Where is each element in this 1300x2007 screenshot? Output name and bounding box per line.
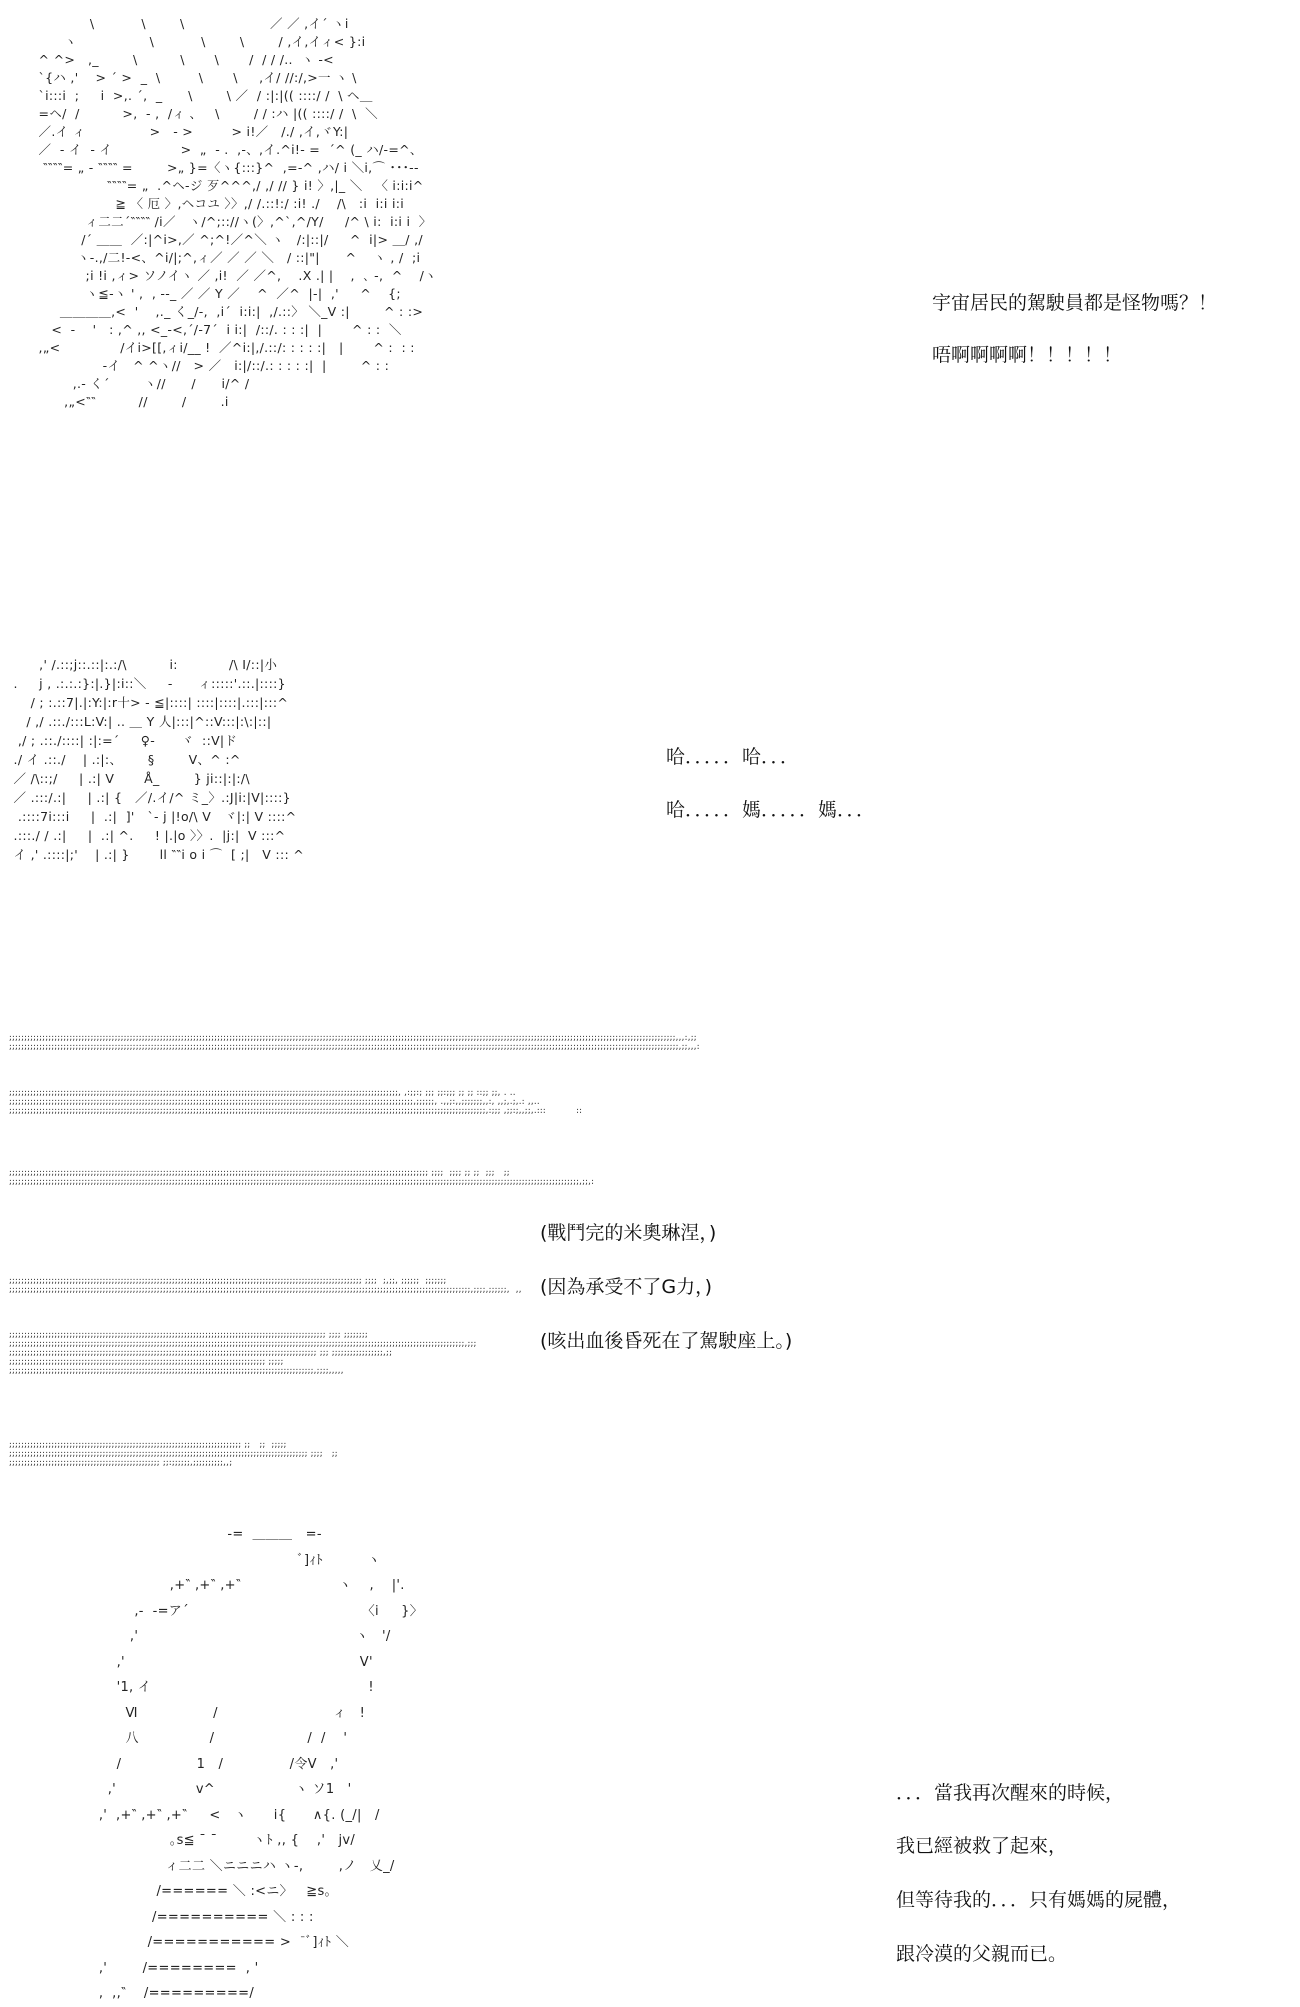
dialogue-pilots-monsters: 宇宙居民的駕駛員都是怪物嗎？！ [932, 292, 1218, 314]
fade-texture-block-6: ;;;;;;;;;;;;;;;;;;;;;;;;;;;;;;;;;;;;;;;;;;;;;;;;;;;;;;;;;;;;;;;;;;;;;;;;;;;;; ;; ;; ;;;;; ;;;;;;;;;;;;;;;;;;;;;;;;;;;;;;;;;;;;;;;;;;;;;;;;;;;;;;;;;;;;;;;;;;;;;;;;;;;;;;;;;;;;;;;;;;;;;;;;;;; ;;;; ;; ;;;;;;;;;;;;;;;;;;;;;;;;;;;;;;;;;;;;;;;;;;;;;;;;;; ;;:;;;;;;,;;;;;;;;;;,,; [8, 1440, 337, 1467]
ascii-art-mech-battle: \ \ \ ／ ／ ,イ´ ヽi ヽ \ \ \ / ,イ,イィ< }:i ^ ^> ,_ \ \ \ / / / /.. ヽ -< `{ハ ,' > ´ > _ \ \ \ ,イ/ //:/,>一 ヽ \ `i:::i ; i >,. ´, _ \ \ ／ / :|:|(( ::::/ / \ ヘ＿ =ヘ/ / >, - , /ィ 、 \ / / :ハ |(( ::::/ / \ ＼ ／.イ ィ > - > > i!／ /./ ,イ,ヾY:| ／ - イ - イ > „ - . ,-、,イ.^i!- = ´^ (_ ハ/-=^、 ‶‶‶‶= „ - ‶‶‶‶ = >„ }=〈ヽ{:::}^ ,=-^ ,ハ/ i ＼i,⌒ ･･･-‐ ‶‶‶‶= „ .^ヘ-ジ 歹^^^,/ ,/ // } i! 〉,|_ ＼ 〈 i:i:i^ ≧ 〈 厄 〉,ヘコユ 〉〉,/ /.::!:/ :i! ./ /\ :i i:i i:i ィ二二´‶‶‶‶ /i／ ヽ/^;:://ヽ(〉,^`,^/Y/ /^ \ i: i:i i 〉 /´ ＿＿ ／:|^i>,／ ^;^!／^＼ ヽ /:|::|/ ^ i|> ＿/ ,/ ヽ-.,/二!-<、^i/|;^,ィ／ ／ ／ ＼ / ::|"| ^ ヽ , / ;i ;i !i ,ィ> ソノイヽ ／ ,i! ／ ／^, .X .| | , ､ -, ^ /ヽ ヽ≦-ヽ ' , , --_ ／ ／ Y ／ ^ ／^ |-| ,' ^ {; ＿＿＿＿,< ' ,._ く_/-, ,i´ i:i:| ,/.::〉 ＼_V :| ^ : :> < - ' : ,^ ,, <_-<,´/-7´ i i:| /::/. : : :| | ^ : : ＼ ,„< /イi>[[,ィi/__ ! ／^i:|,/.::/: : : : :| | ^ : : : -イ ^ ^ヽ// > ／ i:|/::/.: : : : :| | ^ : : ,.- く´ ヽ// / i/^ / ,„<‶‶ // / .i [38, 16, 437, 409]
dialogue-cold-father: 跟冷漠的父親而已。 [896, 1943, 1068, 1965]
narration-fainted: (咳出血後昏死在了駕駛座上。) [540, 1330, 793, 1352]
fade-texture-block-3: ;;;;;;;;;;;;;;;;;;;;;;;;;;;;;;;;;;;;;;;;;;;;;;;;;;;;;;;;;;;;;;;;;;;;;;;;;;;;;;;;;;;;;;;;;;;;;;;;;;;;;;;;;;;;;;;;;;;;;;;;;;;;;;;;;;;;;;;;;;; ;;;; ;;;; ;; ;; ;;; ;; ;;;;;;;;;;;;;;;;;;;;;;;;;;;;;;;;;;;;;;;;;;;;;;;;;;;;;;;;;;;;;;;;;;;;;;;;;;;;;;;;;;;;;;;;;;;;;;;;;;;;;;;;;;;;;;;;;;;;;;;;;;;;;;;;;;;;;;;;;;;;;;;;;;;;;;;;;;;;;;;;;;;;;;;;;;;;;;;;;;;;;;;;;;;;;,;;,: [8, 1168, 594, 1186]
fade-texture-block-4: ;;;;;;;;;;;;;;;;;;;;;;;;;;;;;;;;;;;;;;;;;;;;;;;;;;;;;;;;;;;;;;;;;;;;;;;;;;;;;;;;;;;;;;;;;;;;;;;;;;;;;;;;;;;;;;;;;;;;; ;;;; ;,;;, ;;;;;; ;;;;;;; ;;;;;;;;;;;;;;;;;;;;;;;;;;;;;;;;;;;;;;;;;;;;;;;;;;;;;;;;;;;;;;;;;;;;;;;;;;;;;;;;;;;;;;;;;;;;;;;;;;;;;;;;;;;;;;;;;;;;;;;;;;;;;;;;;;;;;;;;;;;;;;;;;;;;;;;;;,;;;;,;;;;;;, ,, [8, 1276, 521, 1294]
dialogue-gasp: 哈．．．．．哈．．． [666, 746, 800, 768]
narration-g-force: (因為承受不了G力，) [540, 1276, 713, 1298]
fade-texture-block-2: ;;;;;;;;;;;;;;;;;;;;;;;;;;;;;;;;;;;;;;;;;;;;;;;;;;;;;;;;;;;;;;;;;;;;;;;;;;;;;;;;;;;;;;;;;;;;;;;;;;;;;;;;;;;;;;;;;;;;;;;;;;;;;;;;;, ,:;;:; ;;; ;;:;;; ;; ;; ::;; ;;, . .. ;;;;;;;;;;;;;;;;;;;;;;;;;;;;;;;;;;;;;;;;;;;;;;;;;;;;;;;;;;;;;;;;;;;;;;;;;;;;;;;;;;;;;;;;;;;;;;;;;;;;;;;;;;;;;;;;;;;;;;;;;;;;;;;;;;;;;;,;;;;;;, .,,;:,,;;;;;;;,,:, ,,;,.;,.: ,,.. ;;;;;;;;;;;;;;;;;;;;;;;;;;;;;;;;;;;;;;;;;;;;;;;;;;;;;;;;;;;;;;;;;;;;;;;;;;;;;;;;;;;;;;;;;;;;;;;;;;;;;;;;;;;;;;;;;;;;;;;;;;;;;;;;;;;;;;;;;;;;;;;;;;;;;;;;;;;;;;,:;;; ,;;:;,,;;,.::: :: [8, 1088, 582, 1115]
dialogue-woke-up: ．．．當我再次醒來的時候， [896, 1782, 1125, 1804]
fade-texture-block-5: ;;;;;;;;;;;;;;;;;;;;;;;;;;;;;;;;;;;;;;;;;;;;;;;;;;;;;;;;;;;;;;;;;;;;;;;;;;;;;;;;;;;;;;;;;;;;;;;;;;;;;;;;; ;;;; ;;;;;;;; ;;;;;;;;;;;;;;;;;;;;;;;;;;;;;;;;;;;;;;;;;;;;;;;;;;;;;;;;;;;;;;;;;;;;;;;;;;;;;;;;;;;;;;;;;;;;;;;;;;;;;;;;;;;;;;;;;;;;;;;;;;;;;;;;;;;;;;;;;;;;;;;;;;;;;;;,;;; ;;;;;;;;;;;;;;;;;;;;;;;;;;;;;;;;;;;;;;;;;;;;;;;;;;;;;;;;;;;;;;;;;;;;;;;;;;;;;;;;;;;;;;;;;;;;;;;;;;;;;; ;;; ;;;;;;;;;;;;;;;;;,;; ;;;;;;;;;;;;;;;;;;;;;;;;;;;;;;;;;;;;;;;;;;;;;;;;;;;;;;;;;;;;;;;;;;;;;;;;;;;;;;;;;;;;; ;;;;; ;;;;;;;;;;;;;;;;;;;;;;;;;;;;;;;;;;;;;;;;;;;;;;;;;;;;;;;;;;;;;;;;;;;;;;;;;;;;;;;;;;;;;;;;;;;;;;;;;;;;;,;;;;,,,,, [8, 1330, 476, 1375]
dialogue-scream: 唔啊啊啊啊！！！！！ [932, 344, 1123, 366]
dialogue-mother-body: 但等待我的．．．只有媽媽的屍體， [896, 1889, 1182, 1911]
dialogue-rescued: 我已經被救了起來， [896, 1835, 1068, 1857]
fade-texture-block-1: ;;;;;;;;;;;;;;;;;;;;;;;;;;;;;;;;;;;;;;;;;;;;;;;;;;;;;;;;;;;;;;;;;;;;;;;;;;;;;;;;;;;;;;;;;;;;;;;;;;;;;;;;;;;;;;;;;;;;;;;;;;;;;;;;;;;;;;;;;;;;;;;;;;;;;;;;;;;;;;;;;;;;;;;;;;;;;;;;;;;;;;;;;;;;;;;;;;;;;;;;;;;;;;;;;;;;;;;;;;;;;,,,:,;; ;;;;;;;;;;;;;;;;;;;;;;;;;;;;;;;;;;;;;;;;;;;;;;;;;;;;;;;;;;;;;;;;;;;;;;;;;;;;;;;;;;;;;;;;;;;;;;;;;;;;;;;;;;;;;;;;;;;;;;;;;;;;;;;;;;;;;;;;;;;;;;;;;;;;;;;;;;;;;;;;;;;;;;;;;;;;;;;;;;;;;;;;;;;;;;;;;;;;;;;;;;;;;;;;;;;;;;;;;;;;;;,;;,,,: [8, 1033, 699, 1051]
ascii-art-lying-figure: -= ＿＿＿ =- ﾞ]ｨﾄ ヽ ,+‶ ,+‶ ,+‶ ヽ , |'. ,- -=ア´ 〈i }〉 ,' ヽ '/ ,' V' '1, イ ! Ⅵ / ィ ! 八 / / / ' / 1 / /令V ,' ,' v^ ヽ ソ1 ' ,' ,+‶ ,+‶ ,+‶ < ヽ i{ ∧{. (_/| / ｡s≦ ¯ ¯ ヽﾄ ,, { ,' jv/ ィ二二 ＼ニニニハ ヽ-, ,ノ 乂_/ /====== ＼ :<ニ〉 ≧s｡ /========== ＼ : : : /=========== > ¯ﾞ]ｨﾄ ＼ ,' /======== , ' , ,,‶ /=========/ [98, 1527, 423, 2001]
narration-after-battle: (戰鬥完的米奧琳涅，) [540, 1222, 717, 1244]
ascii-art-gasping-pilot: ,' /.::;j::.::|:.:/\ i: /\ I/::|小 . j , .:.:.:}:|.}|:i::＼ - ィ:::::'.::.|::::} / ; :.::7|.|:Y:|:r十> - ≦|::::| ::::|::::|.:::|:::^ / ,/ .::./:::L:V:| .. ＿ Y 人|:::|^::V:::|:\:|::| ,/ ; .::./::::| :|:=´ ♀- ヾ ::V|ド ./ イ .::./ | .:|:、 § V、^ :^ ／ /\::;/ | .:| V Å_ } ji::|:|:/\ ／ .:::/.:| | .:| { ／/.イ/^ ミ_〉.:J|i:|V|::::} .::::7i:::i | .:| ]' `- j |!o/\ V ヾ|:| V ::::^ .:::./ / .:| | .:| ^. ! |.|o 〉〉. |j:| V :::^ イ ,' .::::|;' | .:| } ll ‶‶i o i ⌒ [ ;| V ::: ^ [13, 657, 305, 862]
dialogue-mama: 哈．．．．．媽．．．．．媽．．． [666, 799, 876, 821]
